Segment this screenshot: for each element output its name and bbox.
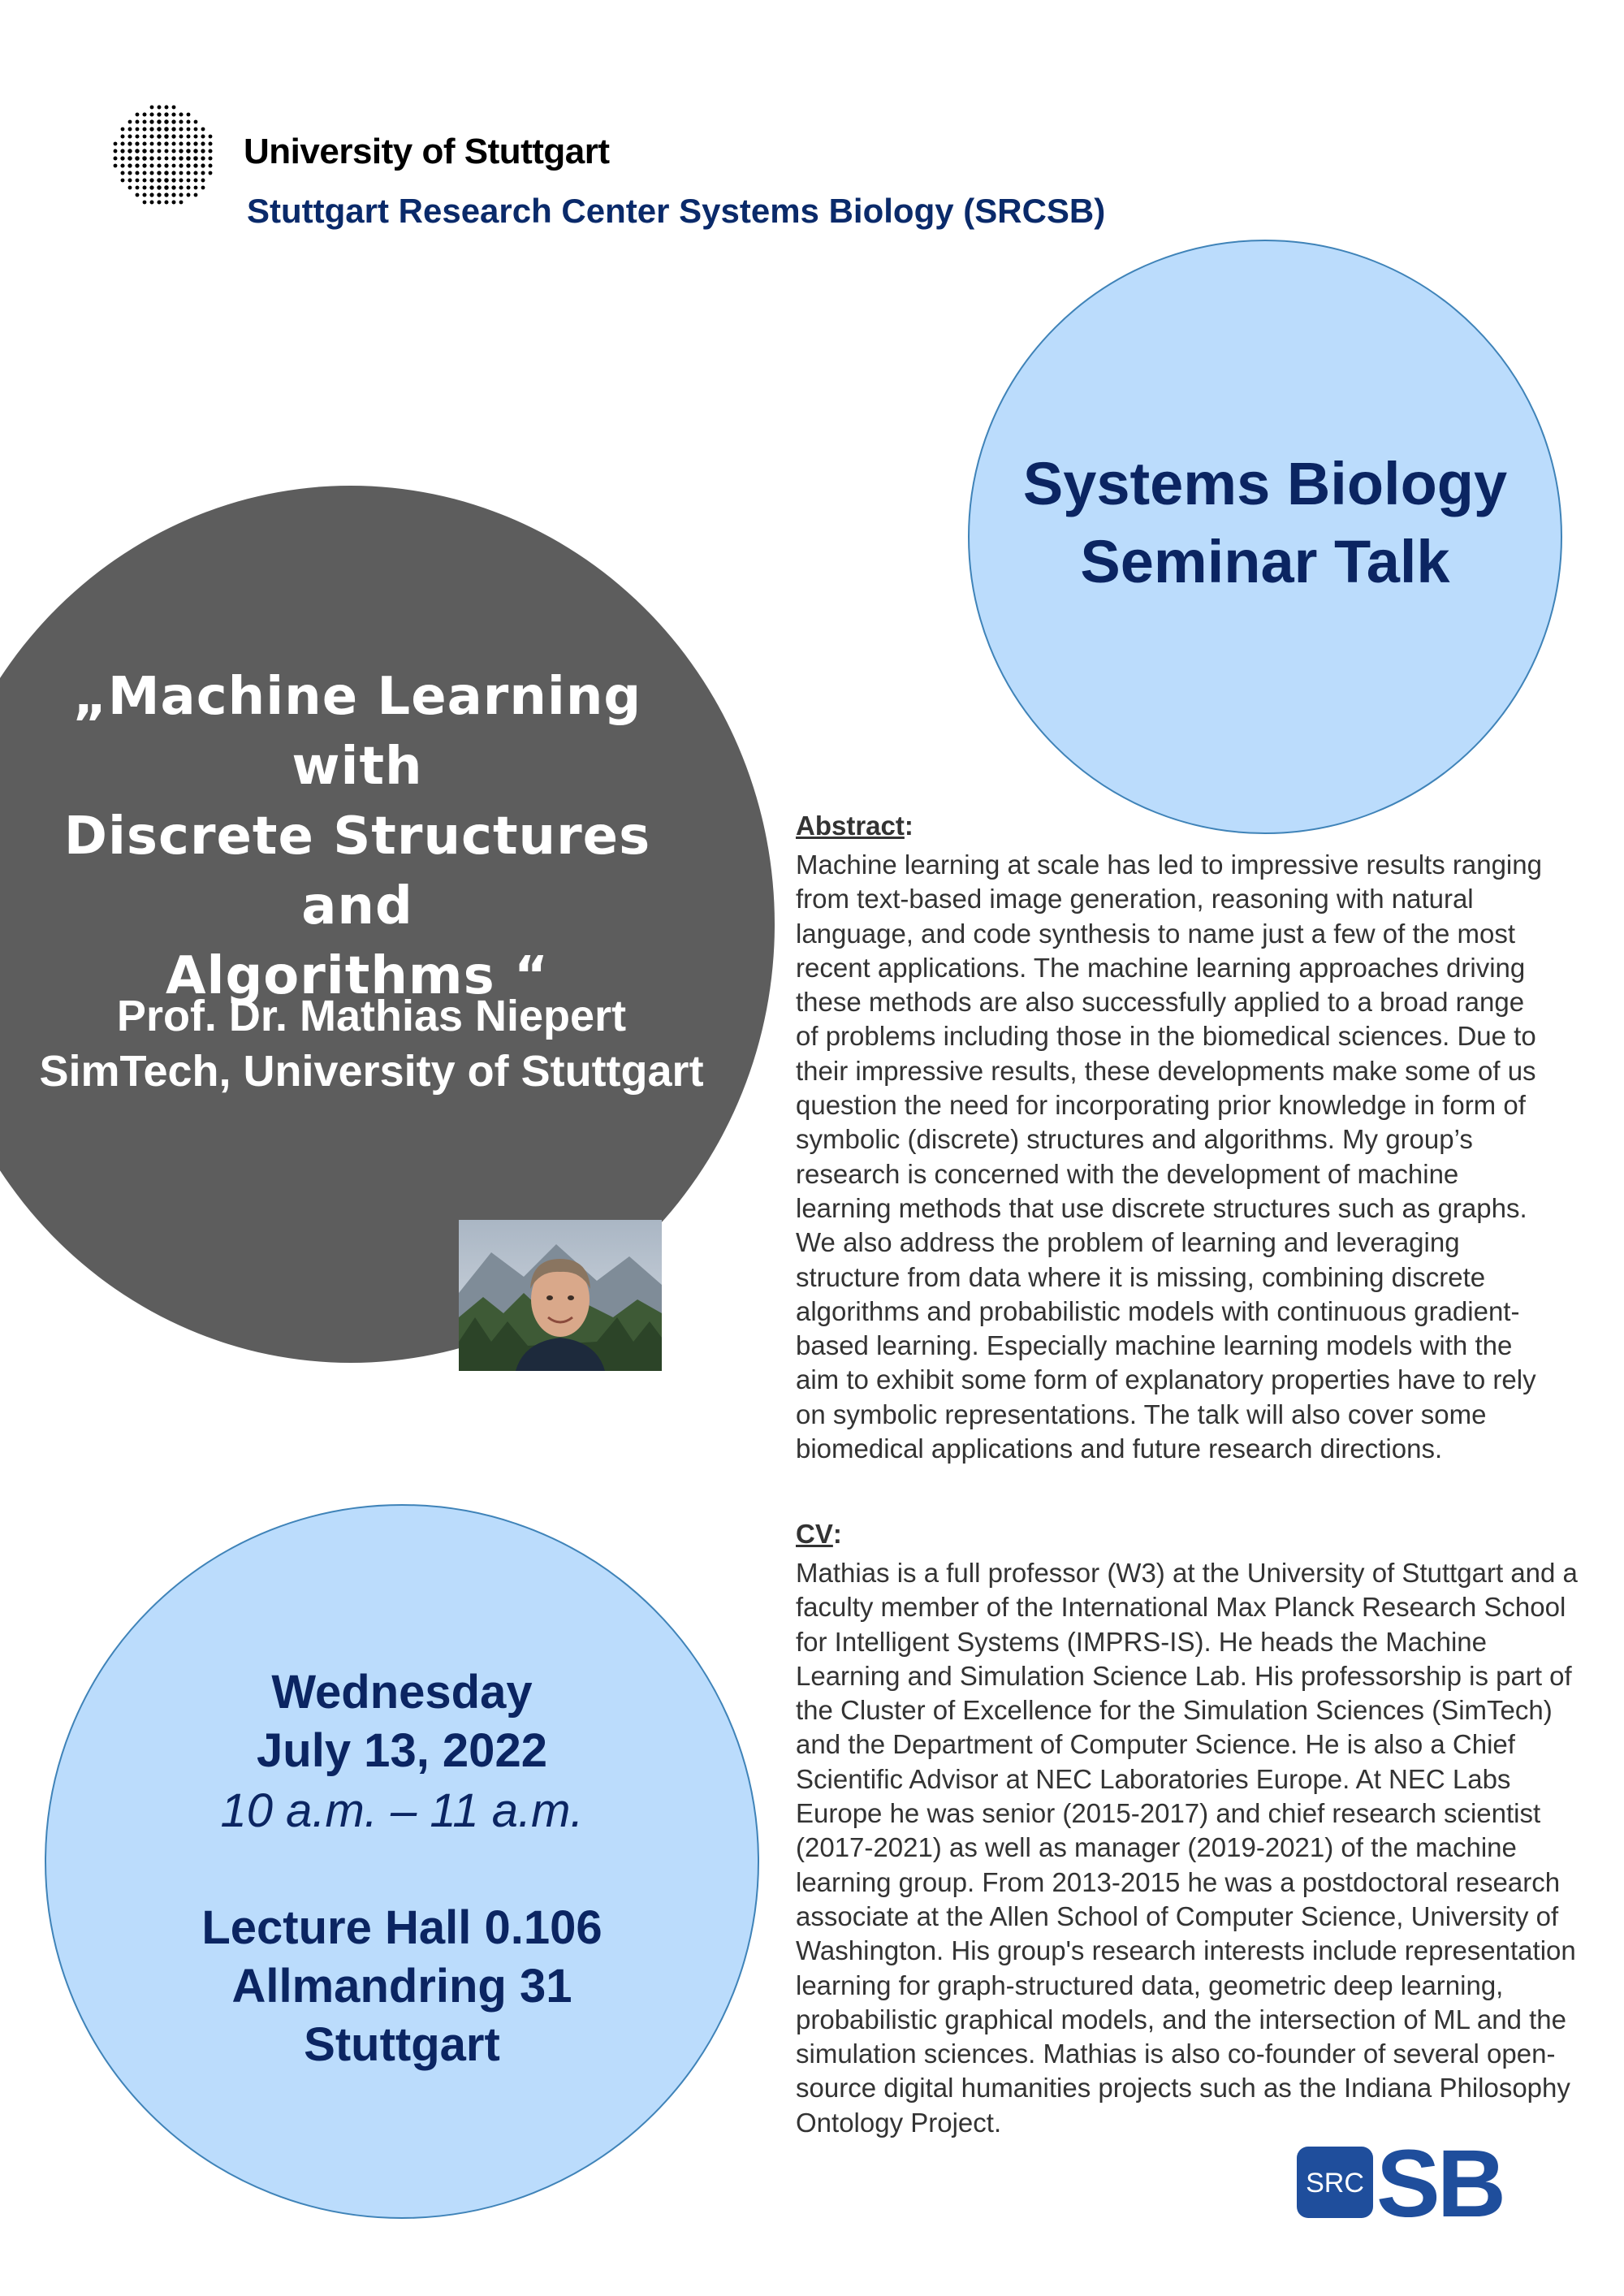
- cv-line: and the Department of Computer Science. He is also a Chief: [796, 1729, 1515, 1760]
- abstract-text: [796, 848, 1600, 1466]
- cv-line: learning for graph-structured data, geometric deep learning,: [796, 1970, 1504, 2000]
- speaker-name: Prof. Dr. Mathias Niepert: [116, 992, 627, 1040]
- event-street: Allmandring 31: [231, 1960, 572, 2013]
- cv-line: for Intelligent Systems (IMPRS-IS). He heads the Machine: [796, 1626, 1488, 1657]
- talk-title-line: Algorithms “: [165, 946, 550, 1006]
- seminar-title-line: Systems Biology: [1022, 450, 1508, 517]
- cv-line: simulation sciences. Mathias is also co-founder of several open-: [796, 2039, 1556, 2069]
- speaker-affiliation: SimTech, University of Stuttgart: [39, 1047, 704, 1096]
- logo-src-text: SRC: [1306, 2168, 1364, 2199]
- event-room: Lecture Hall 0.106: [201, 1901, 603, 1954]
- speaker-photo: [459, 1220, 662, 1371]
- abstract-line: aim to exhibit some form of explanatory properties have to rely: [796, 1364, 1536, 1395]
- cv-line: Washington. His group's research interests include representation: [796, 1935, 1576, 1966]
- cv-line: Mathias is a full professor (W3) at the University of Stuttgart and a: [796, 1558, 1578, 1588]
- abstract-heading-text: Abstract: [796, 811, 905, 841]
- event-day: Wednesday: [271, 1666, 533, 1719]
- cv-heading-text: CV: [796, 1519, 833, 1549]
- research-center-name: Stuttgart Research Center Systems Biology (SRCSB): [247, 192, 1106, 230]
- event-date: July 13, 2022: [257, 1724, 547, 1777]
- abstract-line: these methods are also successfully applied to a broad range: [796, 987, 1525, 1018]
- event-city: Stuttgart: [304, 2018, 500, 2071]
- talk-title: [0, 662, 715, 1011]
- abstract-line: from text-based image generation, reasoning with natural: [796, 884, 1474, 915]
- cv-line: Ontology Project.: [796, 2107, 1002, 2138]
- cv-line: associate at the Allen School of Computer Science, University of: [796, 1900, 1559, 1931]
- event-circle: [45, 1504, 759, 2219]
- cv-line: faculty member of the International Max Planck Research School: [796, 1592, 1566, 1623]
- abstract-heading: Abstract:: [796, 811, 914, 841]
- talk-title-line: „Machine Learning with: [72, 667, 642, 797]
- abstract-line: language, and code synthesis to name just a few of the most: [796, 918, 1516, 949]
- university-name: University of Stuttgart: [244, 132, 610, 171]
- srcsb-logo-icon: [1297, 2142, 1540, 2223]
- event-time: 10 a.m. – 11 a.m.: [220, 1784, 584, 1837]
- abstract-line: question the need for incorporating prior knowledge in form of: [796, 1090, 1526, 1121]
- cv-heading: CV:: [796, 1519, 842, 1549]
- cv-line: Learning and Simulation Science Lab. His professorship is part of: [796, 1660, 1572, 1691]
- cv-line: probabilistic graphical models, and the intersection of ML and the: [796, 2004, 1566, 2034]
- abstract-line: of problems including those in the biomedical sciences. Due to: [796, 1021, 1536, 1052]
- abstract-line: on symbolic representations. The talk will also cover some: [796, 1399, 1487, 1429]
- abstract-line: research is concerned with the development of machine: [796, 1158, 1459, 1189]
- seminar-title-line: Seminar Talk: [1080, 528, 1450, 595]
- cv-line: (2017-2021) as well as manager (2019-2021) of the machine: [796, 1832, 1517, 1863]
- talk-title-line: Discrete Structures and: [63, 806, 651, 936]
- logo-sb-text: SB: [1376, 2142, 1503, 2223]
- cv-line: the Cluster of Excellence for the Simulation Sciences (SimTech): [796, 1695, 1553, 1726]
- cv-line: learning group. From 2013-2015 he was a postdoctoral research: [796, 1866, 1561, 1897]
- abstract-line: biomedical applications and future research directions.: [796, 1433, 1443, 1464]
- university-logo-icon: [110, 102, 218, 210]
- abstract-line: recent applications. The machine learning approaches driving: [796, 952, 1526, 983]
- cv-line: Europe he was senior (2015-2017) and chief research scientist: [796, 1798, 1541, 1829]
- abstract-line: Machine learning at scale has led to impressive results ranging: [796, 850, 1542, 880]
- cv-line: source digital humanities projects such as the Indiana Philosophy: [796, 2073, 1570, 2104]
- abstract-line: learning methods that use discrete structures such as graphs.: [796, 1192, 1527, 1223]
- cv-line: Scientific Advisor at NEC Laboratories Europe. At NEC Labs: [796, 1763, 1511, 1794]
- abstract-line: algorithms and probabilistic models with continuous gradient-: [796, 1295, 1520, 1326]
- abstract-line: based learning. Especially machine learning models with the: [796, 1330, 1513, 1361]
- abstract-line: structure from data where it is missing, combining discrete: [796, 1261, 1486, 1292]
- abstract-line: their impressive results, these developments make some of us: [796, 1055, 1536, 1086]
- abstract-line: We also address the problem of learning and leveraging: [796, 1227, 1460, 1258]
- seminar-title: [968, 445, 1562, 601]
- cv-text: [796, 1556, 1600, 2140]
- abstract-line: symbolic (discrete) structures and algorithms. My group’s: [796, 1124, 1473, 1155]
